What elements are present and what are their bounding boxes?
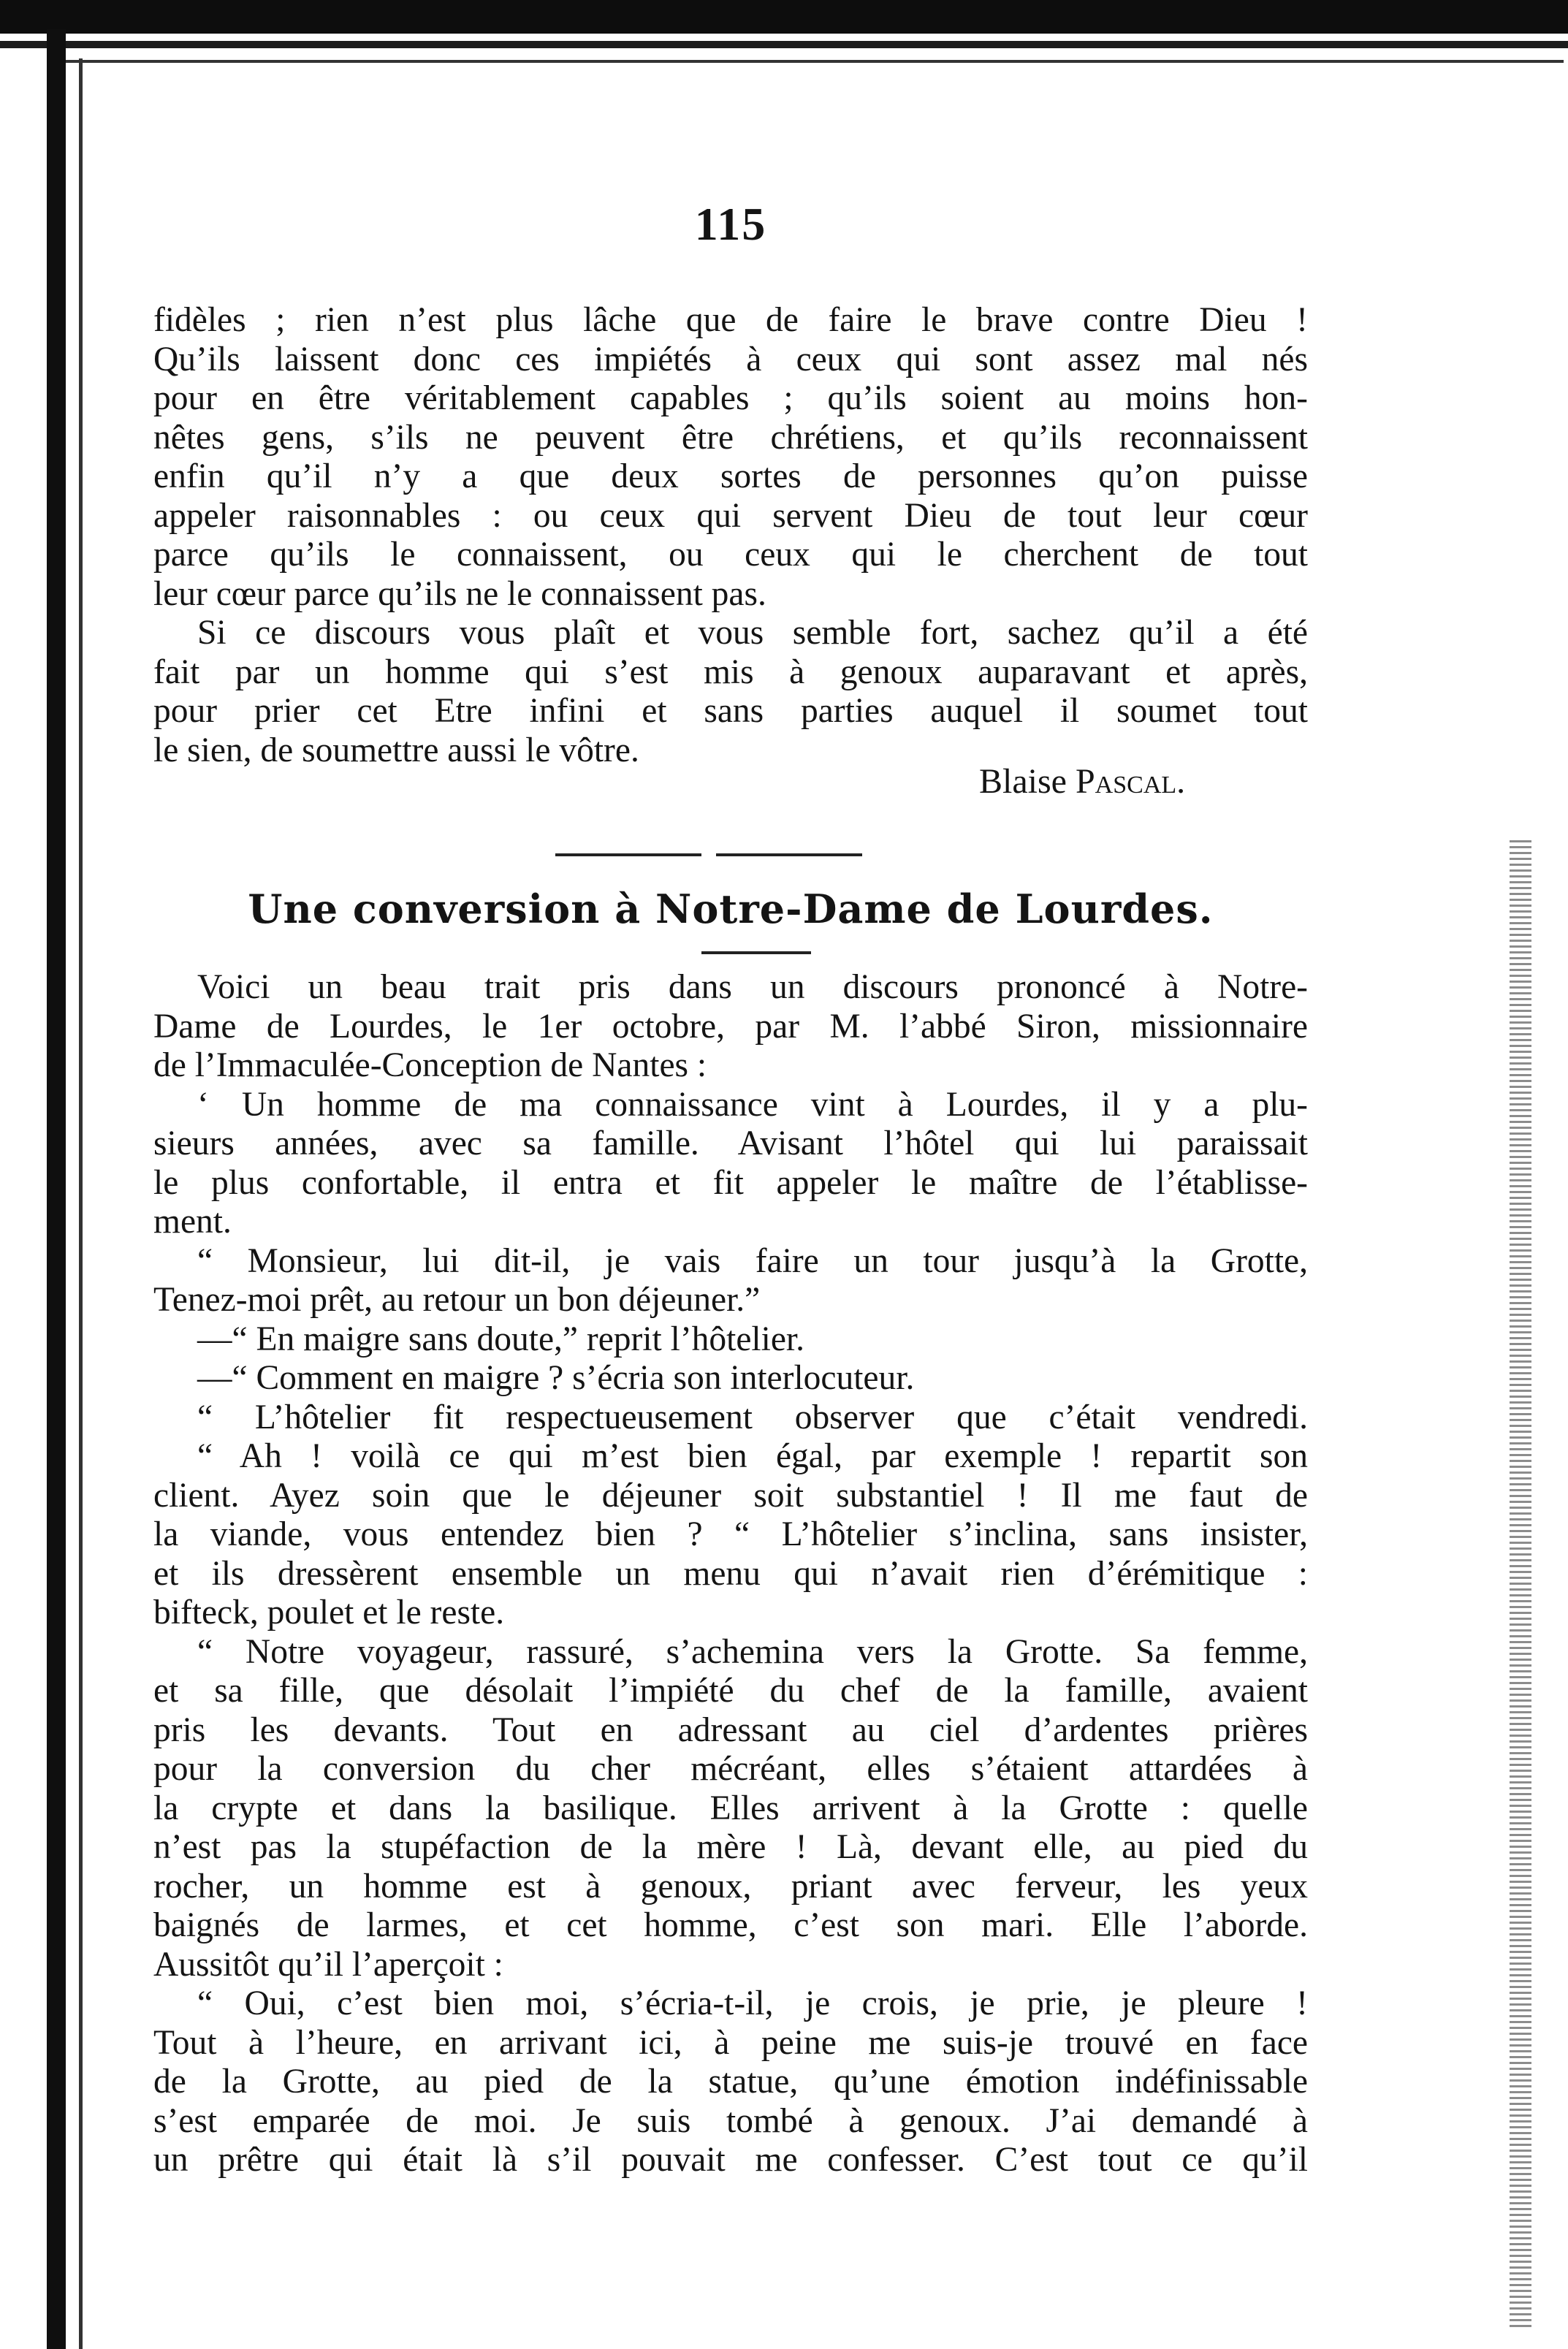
text-line: “ Oui, c’est bien moi, s’écria-t-il, je crois, je prie, je pleure !: [197, 1984, 1308, 2022]
text-line: et ils dressèrent ensemble un menu qui n’avait rien d’érémitique :: [153, 1554, 1308, 1593]
text-line: ment.: [153, 1203, 232, 1241]
left-border: [47, 29, 66, 2349]
text-line: ‘ Un homme de ma connaissance vint à Lourdes, il y a plu-: [197, 1085, 1308, 1124]
text-line: fidèles ; rien n’est plus lâche que de faire le brave contre Dieu !: [153, 301, 1308, 339]
top-border: [0, 0, 1568, 34]
text-line: —“ En maigre sans doute,” reprit l’hôtelier.: [197, 1320, 804, 1358]
text-line: pour la conversion du cher mécréant, elles s’étaient attardées à: [153, 1750, 1308, 1788]
text-line: Qu’ils laissent donc ces impiétés à ceux qui sont assez mal nés: [153, 340, 1308, 378]
text-line: Voici un beau trait pris dans un discours prononcé à Notre-: [197, 968, 1308, 1006]
text-line: “ Notre voyageur, rassuré, s’achemina vers la Grotte. Sa femme,: [197, 1632, 1308, 1671]
text-line: —“ Comment en maigre ? s’écria son interlocuteur.: [197, 1359, 915, 1397]
text-line: de la Grotte, au pied de la statue, qu’une émotion indéfinissable: [153, 2063, 1308, 2101]
text-line: Tenez-moi prêt, au retour un bon déjeuner.”: [153, 1281, 761, 1319]
top-border-thin: [0, 41, 1568, 48]
separator-rule-left: [555, 853, 701, 856]
signature-first-name: Blaise: [979, 762, 1067, 801]
text-line: client. Ayez soin que le déjeuner soit substantiel ! Il me faut de: [153, 1476, 1308, 1515]
text-line: bifteck, poulet et le reste.: [153, 1594, 505, 1632]
text-line: la viande, vous entendez bien ? “ L’hôtelier s’inclina, sans insister,: [153, 1515, 1308, 1553]
text-line: baignés de larmes, et cet homme, c’est son mari. Elle l’aborde.: [153, 1906, 1308, 1944]
text-line: sieurs années, avec sa famille. Avisant l’hôtel qui lui paraissait: [153, 1124, 1308, 1162]
text-line: pour en être véritablement capables ; qu’ils soient au moins hon-: [153, 379, 1308, 417]
text-line: le sien, de soumettre aussi le vôtre.: [153, 731, 639, 769]
right-edge-noise: [1510, 840, 1531, 2331]
text-line: n’est pas la stupéfaction de la mère ! Là, devant elle, au pied du: [153, 1828, 1308, 1866]
text-line: et sa fille, que désolait l’impiété du chef de la famille, avaient: [153, 1672, 1308, 1710]
signature: [979, 761, 1185, 802]
text-line: pour prier cet Etre infini et sans parties auquel il soumet tout: [153, 692, 1308, 730]
signature-last-name: Pascal.: [1075, 762, 1186, 801]
text-line: de l’Immaculée-Conception de Nantes :: [153, 1046, 707, 1084]
text-line: Aussitôt qu’il l’aperçoit :: [153, 1945, 503, 1984]
text-line: “ Ah ! voilà ce qui m’est bien égal, par exemple ! repartit son: [197, 1437, 1308, 1475]
page-number: 115: [694, 198, 767, 250]
text-line: rocher, un homme est à genoux, priant avec ferveur, les yeux: [153, 1867, 1308, 1906]
separator-rule-right: [716, 853, 862, 856]
text-line: s’est emparée de moi. Je suis tombé à genoux. J’ai demandé à: [153, 2101, 1308, 2140]
text-line: appeler raisonnables : ou ceux qui servent Dieu de tout leur cœur: [153, 496, 1308, 535]
pascal-passage: [153, 301, 1308, 770]
text-line: nêtes gens, s’ils ne peuvent être chrétiens, et qu’ils reconnaissent: [153, 418, 1308, 457]
text-line: leur cœur parce qu’ils ne le connaissent pas.: [153, 574, 766, 613]
left-border-hairline: [79, 58, 83, 2349]
text-line: Si ce discours vous plaît et vous semble fort, sachez qu’il a été: [197, 614, 1308, 652]
text-line: pris les devants. Tout en adressant au ciel d’ardentes prières: [153, 1710, 1308, 1749]
article-title: Une conversion à Notre-Dame de Lourdes.: [248, 886, 1214, 932]
top-border-hairline: [58, 60, 1564, 63]
title-underline: [701, 951, 811, 954]
text-line: un prêtre qui était là s’il pouvait me confesser. C’est tout ce qu’il: [153, 2141, 1308, 2179]
text-line: la crypte et dans la basilique. Elles arrivent à la Grotte : quelle: [153, 1789, 1308, 1827]
text-line: Dame de Lourdes, le 1er octobre, par M. l’abbé Siron, missionnaire: [153, 1007, 1308, 1046]
text-line: Tout à l’heure, en arrivant ici, à peine me suis-je trouvé en face: [153, 2023, 1308, 2062]
text-line: enfin qu’il n’y a que deux sortes de personnes qu’on puisse: [153, 457, 1308, 495]
text-line: fait par un homme qui s’est mis à genoux auparavant et après,: [153, 652, 1308, 691]
text-line: parce qu’ils le connaissent, ou ceux qui le cherchent de tout: [153, 536, 1308, 574]
text-line: “ L’hôtelier fit respectueusement observer que c’était vendredi.: [197, 1398, 1308, 1436]
text-line: “ Monsieur, lui dit-il, je vais faire un tour jusqu’à la Grotte,: [197, 1241, 1308, 1280]
text-line: le plus confortable, il entra et fit appeler le maître de l’établisse-: [153, 1163, 1308, 1202]
article-body: [153, 968, 1308, 2180]
